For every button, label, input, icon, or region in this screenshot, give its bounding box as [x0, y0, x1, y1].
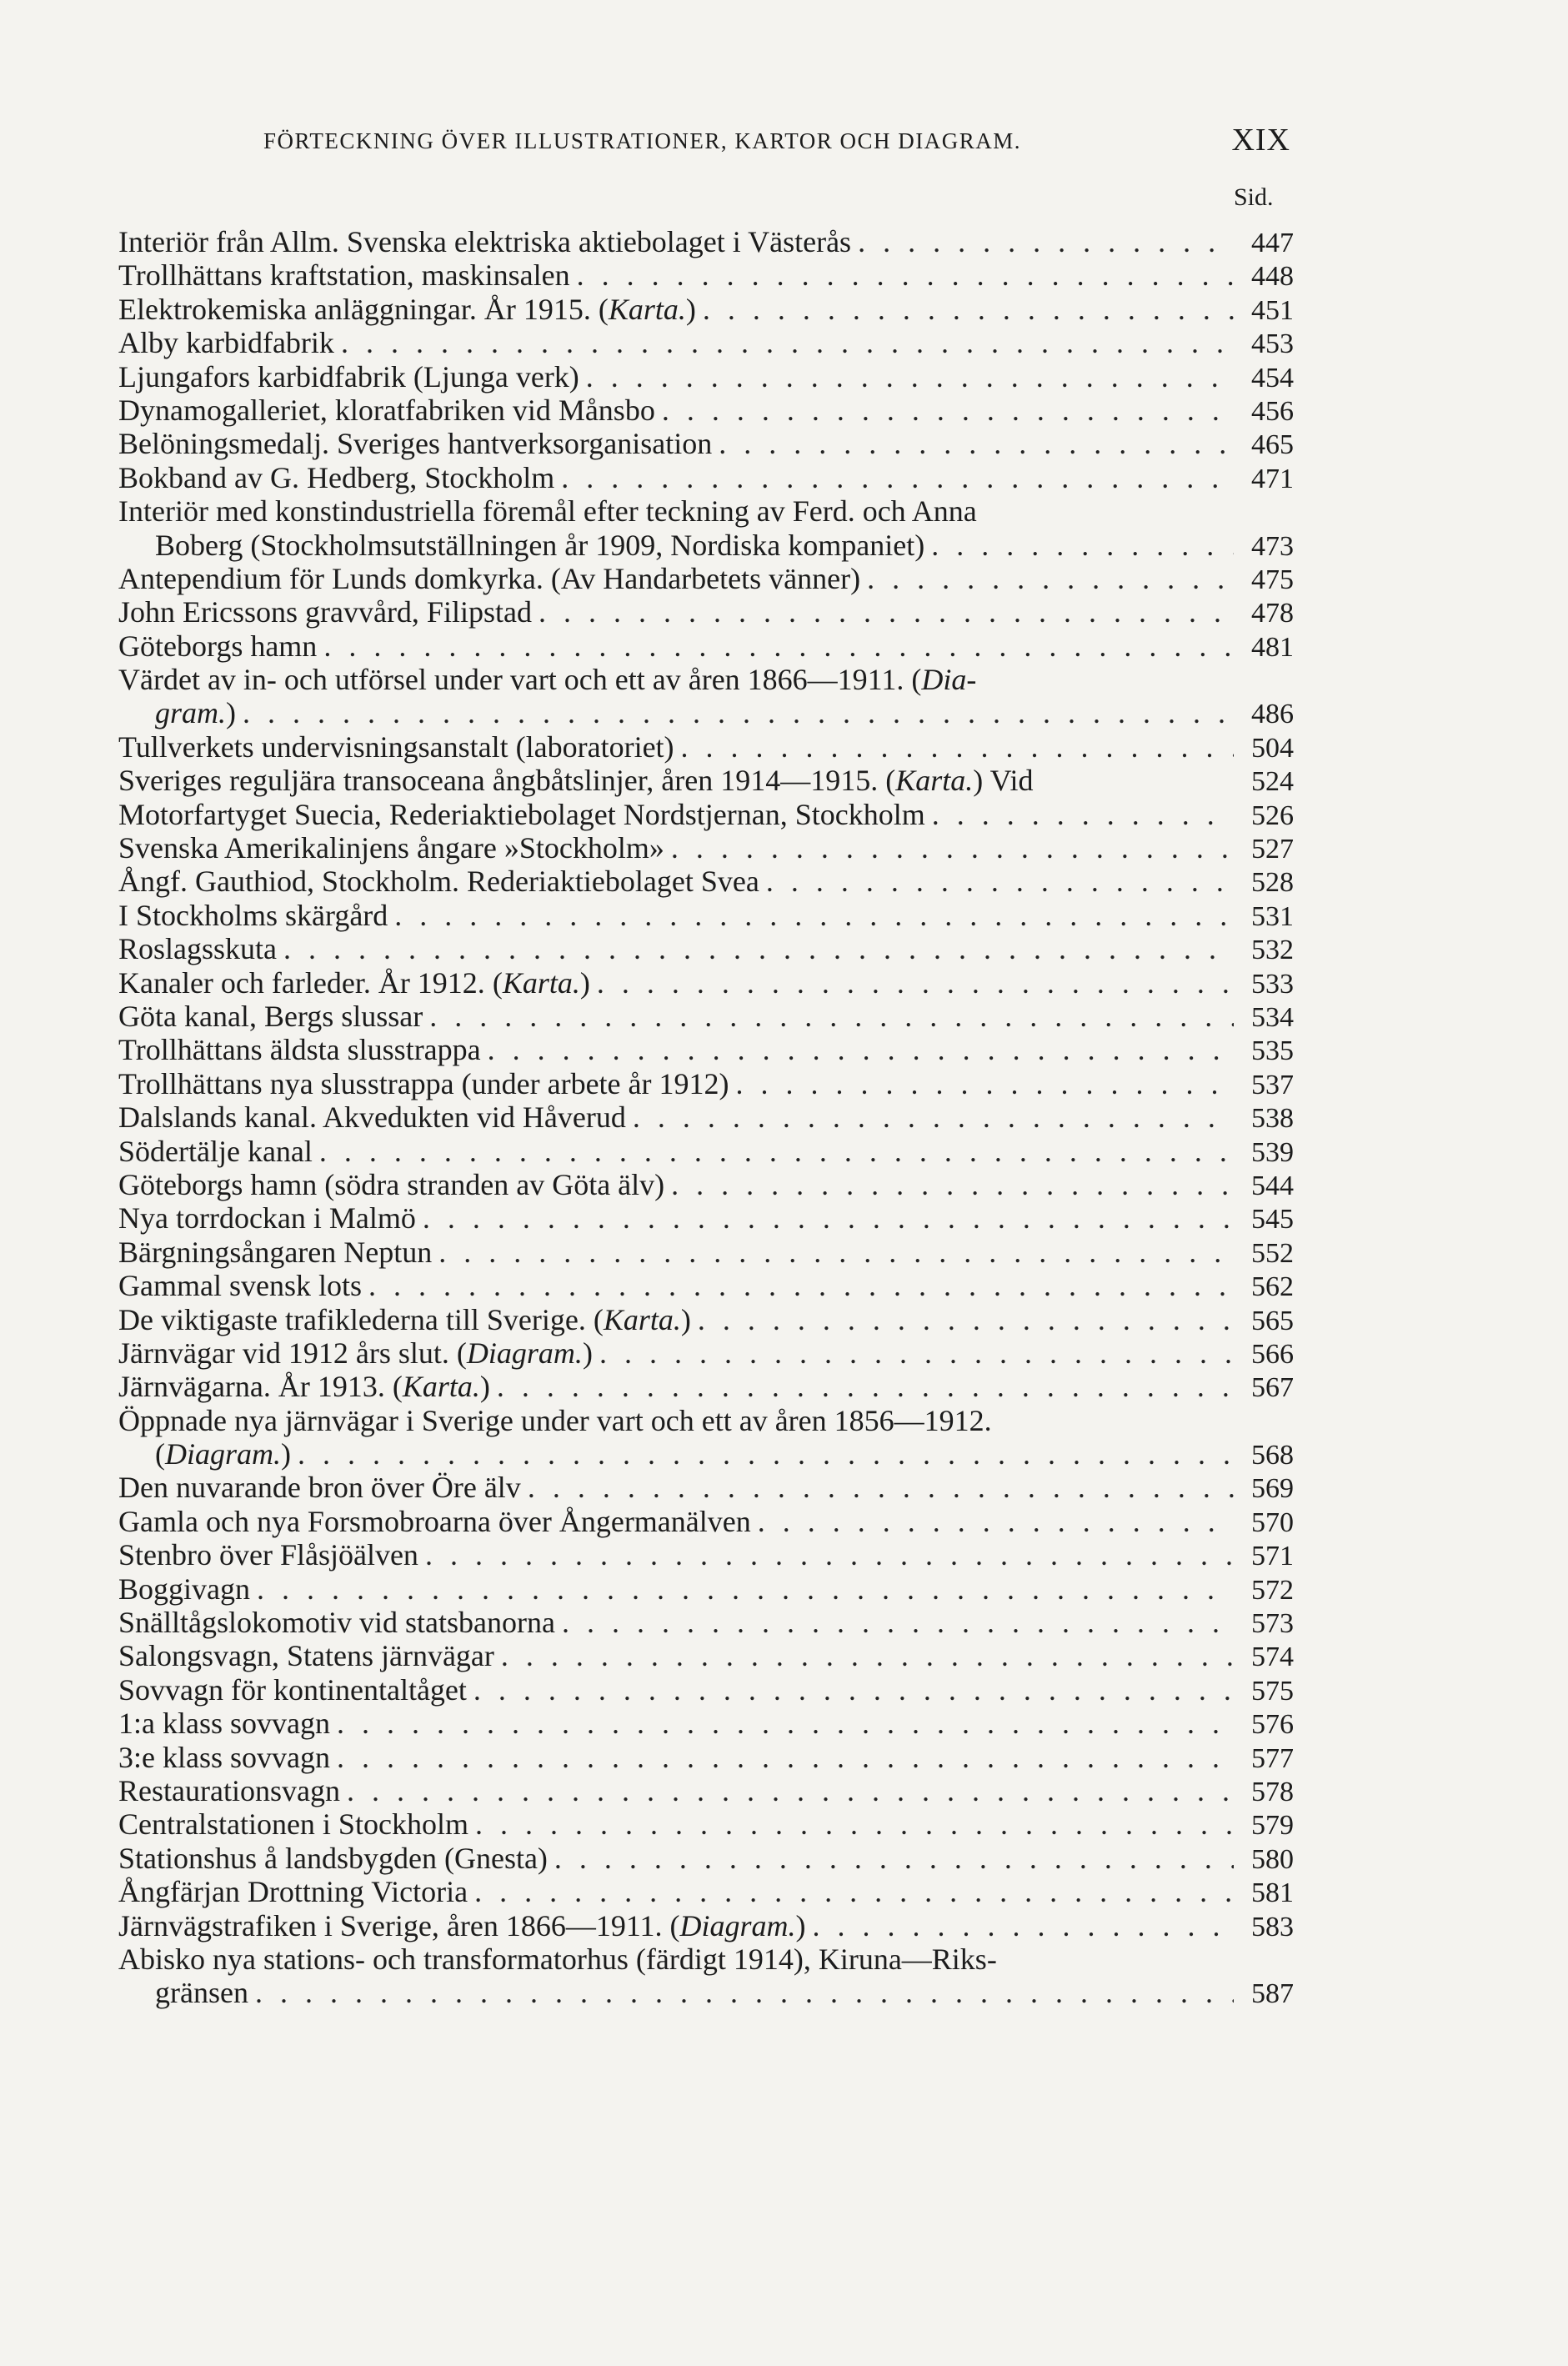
entry-title: Göteborgs hamn (södra stranden av Göta älv) [118, 1167, 665, 1201]
entry-page-number: 562 [1251, 1271, 1294, 1303]
list-item [118, 1000, 1294, 1033]
entry-page-number: 544 [1251, 1170, 1294, 1201]
dot-leader [473, 1673, 1234, 1707]
list-item [118, 1842, 1294, 1875]
list-item [118, 1673, 1294, 1707]
dot-leader [562, 1606, 1234, 1639]
list-item [118, 326, 1294, 359]
entry-title: Abisko nya stations- och transformatorhus (färdigt 1914), Kiruna—Riks- [118, 1942, 997, 1976]
dot-leader [719, 427, 1234, 460]
entry-page-number: 524 [1251, 766, 1294, 798]
entry-page-number: 571 [1251, 1541, 1294, 1572]
entry-page-number: 573 [1251, 1608, 1294, 1640]
list-item [118, 258, 1294, 292]
list-item [118, 1100, 1294, 1134]
list-item [118, 1269, 1294, 1302]
dot-leader [633, 1100, 1234, 1134]
list-item [118, 663, 1294, 696]
list-item-continuation [118, 1976, 1294, 2009]
dot-leader [337, 1741, 1234, 1774]
dot-leader [298, 1437, 1234, 1471]
list-item [118, 1707, 1294, 1740]
dot-leader [528, 1471, 1234, 1504]
entry-title: 3:e klass sovvagn [118, 1740, 330, 1774]
entry-page-number: 577 [1251, 1742, 1294, 1774]
entry-page-number: 552 [1251, 1237, 1294, 1269]
entry-title: Bärgningsångaren Neptun [118, 1235, 433, 1269]
entry-page-number: 533 [1251, 968, 1294, 1000]
entry-page-number: 534 [1251, 1001, 1294, 1033]
list-item [118, 798, 1294, 831]
list-item [118, 393, 1294, 427]
dot-leader [368, 1269, 1234, 1302]
dot-leader [561, 461, 1234, 494]
entry-page-number: 565 [1251, 1305, 1294, 1336]
page-number: XIX [1231, 123, 1290, 158]
entry-title: Trollhättans äldsta slusstrappa [118, 1033, 481, 1067]
dot-leader [858, 225, 1234, 258]
entry-title: Dynamogalleriet, kloratfabriken vid Månsbo [118, 393, 655, 427]
list-item [118, 1201, 1294, 1235]
list-item [118, 1303, 1294, 1336]
entry-page-number: 579 [1251, 1810, 1294, 1842]
entry-title: Gamla och nya Forsmobroarna över Ångermanälven [118, 1504, 751, 1538]
entry-title: I Stockholms skärgård [118, 898, 388, 932]
entry-title: Boberg (Stockholmsutställningen år 1909, Nordiska kompaniet) [155, 528, 925, 562]
entry-page-number: 587 [1251, 1978, 1294, 2010]
dot-leader [932, 798, 1234, 831]
entry-title: Centralstationen i Stockholm [118, 1807, 468, 1842]
dot-leader [577, 258, 1234, 292]
entry-title: Stenbro över Flåsjöälven [118, 1538, 418, 1572]
list-item [118, 1606, 1294, 1639]
entry-title: gränsen [155, 1976, 248, 2010]
list-item [118, 293, 1294, 326]
dot-leader [586, 360, 1234, 393]
entry-title: Salongsvagn, Statens järnvägar [118, 1639, 494, 1673]
list-item [118, 1033, 1294, 1066]
entry-page-number: 539 [1251, 1136, 1294, 1168]
entry-page-number: 581 [1251, 1877, 1294, 1909]
entry-title: Kanaler och farleder. År 1912. (Karta.) [118, 965, 590, 1000]
list-item [118, 865, 1294, 898]
entry-page-number: 538 [1251, 1103, 1294, 1135]
entry-title: Alby karbidfabrik [118, 326, 334, 360]
entry-title: Svenska Amerikalinjens ångare »Stockholm» [118, 831, 664, 865]
dot-leader [429, 1000, 1234, 1033]
entry-page-number: 527 [1251, 834, 1294, 865]
list-item [118, 899, 1294, 932]
entry-page-number: 504 [1251, 732, 1294, 764]
entry-title: Järnvägarna. År 1913. (Karta.) [118, 1370, 490, 1404]
dot-leader [474, 1875, 1234, 1908]
entry-page-number: 531 [1251, 900, 1294, 932]
dot-leader [337, 1707, 1234, 1740]
entry-page-number: 576 [1251, 1709, 1294, 1741]
dot-leader [347, 1774, 1234, 1807]
page-column-label: Sid. [1234, 183, 1274, 211]
list-item-continuation [118, 1437, 1294, 1471]
entry-title: (Diagram.) [155, 1437, 292, 1471]
entry-title: Värdet av in- och utförsel under vart och ett av åren 1866—1911. (Dia- [118, 663, 977, 697]
entry-title: Öppnade nya järnvägar i Sverige under vart och ett av åren 1856—1912. [118, 1403, 992, 1437]
entry-page-number: 532 [1251, 935, 1294, 966]
entry-page-number: 465 [1251, 429, 1294, 461]
list-item [118, 1168, 1294, 1201]
list-item [118, 1471, 1294, 1504]
entry-title: Restaurationsvagn [118, 1773, 340, 1807]
list-item [118, 1875, 1294, 1908]
list-item [118, 1505, 1294, 1538]
entry-title: Ångf. Gauthiod, Stockholm. Rederiaktiebolaget Svea [118, 865, 759, 899]
entry-title: gram.) [155, 696, 237, 730]
entry-page-number: 447 [1251, 228, 1294, 258]
entry-title: Interiör från Allm. Svenska elektriska aktiebolaget i Västerås [118, 225, 852, 258]
entry-title: Sveriges reguljära transoceana ångbåtslinjer, åren 1914—1915. (Karta.) Vid [118, 764, 1034, 798]
entry-title: Trollhättans nya slusstrappa (under arbete år 1912) [118, 1066, 729, 1100]
entry-title: Södertälje kanal [118, 1134, 313, 1168]
entry-page-number: 574 [1251, 1642, 1294, 1673]
list-item-continuation [118, 529, 1294, 562]
entry-page-number: 578 [1251, 1776, 1294, 1807]
entry-title: Göteborgs hamn [118, 629, 318, 663]
dot-leader [319, 1135, 1234, 1168]
list-item [118, 1538, 1294, 1571]
entry-title: Bokband av G. Hedberg, Stockholm [118, 460, 555, 494]
entry-page-number: 486 [1251, 699, 1294, 730]
entry-page-number: 583 [1251, 1911, 1294, 1942]
entry-title: Nya torrdockan i Malmö [118, 1201, 416, 1236]
dot-leader [341, 326, 1234, 359]
entry-title: Stationshus å landsbygden (Gnesta) [118, 1841, 548, 1875]
entry-title: Interiör med konstindustriella föremål efter teckning av Ferd. och Anna [118, 494, 977, 529]
entry-page-number: 471 [1251, 463, 1294, 494]
entry-page-number: 568 [1251, 1440, 1294, 1471]
entry-title: 1:a klass sovvagn [118, 1707, 330, 1741]
page-header [123, 123, 1290, 165]
dot-leader [255, 1976, 1234, 2009]
dot-leader [243, 696, 1234, 729]
dot-leader [501, 1639, 1234, 1672]
list-item [118, 1572, 1294, 1606]
list-item [118, 764, 1294, 797]
entry-page-number: 566 [1251, 1338, 1294, 1370]
dot-leader [554, 1842, 1234, 1875]
entry-page-number: 528 [1251, 867, 1294, 899]
dot-leader [698, 1303, 1234, 1336]
dot-leader [283, 932, 1234, 965]
dot-leader [597, 966, 1234, 1000]
list-item-continuation [118, 696, 1294, 729]
entry-title: Snälltågslokomotiv vid statsbanorna [118, 1606, 555, 1640]
illustration-list [118, 225, 1294, 2010]
dot-leader [257, 1572, 1234, 1606]
entry-title: Ångfärjan Drottning Victoria [118, 1875, 468, 1909]
list-item [118, 1909, 1294, 1942]
entry-page-number: 569 [1251, 1473, 1294, 1505]
list-item [118, 730, 1294, 764]
entry-page-number: 580 [1251, 1843, 1294, 1875]
entry-title: Göta kanal, Bergs slussar [118, 999, 423, 1033]
entry-page-number: 567 [1251, 1372, 1294, 1404]
running-title: FÖRTECKNING ÖVER ILLUSTRATIONER, KARTOR OCH DIAGRAM. [263, 128, 1022, 153]
entry-page-number: 570 [1251, 1506, 1294, 1538]
list-item [118, 1370, 1294, 1403]
list-item [118, 1807, 1294, 1841]
entry-title: Sovvagn för kontinentaltåget [118, 1672, 467, 1707]
dot-leader [425, 1538, 1234, 1571]
dot-leader [475, 1807, 1234, 1841]
entry-page-number: 545 [1251, 1204, 1294, 1236]
list-item [118, 1236, 1294, 1269]
entry-page-number: 572 [1251, 1574, 1294, 1606]
entry-title: Motorfartyget Suecia, Rederiaktiebolaget Nordstjernan, Stockholm [118, 797, 925, 831]
dot-leader [323, 629, 1234, 663]
entry-title: Gammal svensk lots [118, 1269, 362, 1303]
dot-leader [497, 1370, 1234, 1403]
entry-title: Järnvägstrafiken i Sverige, åren 1866—1911. (Diagram.) [118, 1908, 806, 1942]
dot-leader [813, 1909, 1235, 1942]
dot-leader [735, 1067, 1234, 1100]
list-item [118, 831, 1294, 865]
list-item [118, 1774, 1294, 1807]
entry-title: Tullverkets undervisningsanstalt (laboratoriet) [118, 729, 674, 764]
entry-page-number: 448 [1251, 261, 1294, 293]
dot-leader [681, 730, 1234, 764]
dot-leader [599, 1336, 1234, 1370]
entry-page-number: 526 [1251, 800, 1294, 831]
list-item [118, 360, 1294, 393]
list-item [118, 1741, 1294, 1774]
entry-title: Dalslands kanal. Akvedukten vid Håverud [118, 1100, 626, 1135]
entry-title: Elektrokemiska anläggningar. År 1915. (Karta.) [118, 292, 696, 326]
entry-title: Boggivagn [118, 1571, 250, 1606]
list-item [118, 966, 1294, 1000]
list-item [118, 1639, 1294, 1672]
list-item [118, 932, 1294, 965]
entry-page-number: 453 [1251, 328, 1294, 360]
entry-page-number: 575 [1251, 1675, 1294, 1707]
dot-leader [423, 1201, 1234, 1235]
list-item [118, 1404, 1294, 1437]
entry-title: Järnvägar vid 1912 års slut. (Diagram.) [118, 1336, 593, 1370]
list-item [118, 1135, 1294, 1168]
list-item [118, 225, 1294, 258]
list-item [118, 1942, 1294, 1976]
entry-page-number: 454 [1251, 362, 1294, 393]
dot-leader [766, 865, 1234, 898]
list-item [118, 461, 1294, 494]
entry-title: De viktigaste trafiklederna till Sverige. (Karta.) [118, 1302, 691, 1336]
list-item [118, 595, 1294, 629]
dot-leader [703, 293, 1234, 326]
list-item [118, 629, 1294, 663]
entry-title: Den nuvarande bron över Öre älv [118, 1471, 521, 1505]
list-item [118, 1067, 1294, 1100]
list-item [118, 494, 1294, 528]
list-item [118, 562, 1294, 595]
entry-title: Ljungafors karbidfabrik (Ljunga verk) [118, 359, 579, 393]
dot-leader [438, 1236, 1234, 1269]
entry-title: Trollhättans kraftstation, maskinsalen [118, 258, 570, 293]
entry-page-number: 475 [1251, 564, 1294, 595]
dot-leader [671, 831, 1234, 865]
dot-leader [931, 529, 1234, 562]
dot-leader [662, 393, 1234, 427]
entry-page-number: 535 [1251, 1035, 1294, 1067]
entry-page-number: 478 [1251, 598, 1294, 629]
entry-page-number: 481 [1251, 631, 1294, 663]
dot-leader [488, 1033, 1234, 1066]
dot-leader [758, 1505, 1234, 1538]
entry-page-number: 451 [1251, 294, 1294, 326]
dot-leader [671, 1168, 1234, 1201]
entry-title: Roslagsskuta [118, 932, 278, 966]
dot-leader [539, 595, 1234, 629]
list-item [118, 1336, 1294, 1370]
list-item [118, 427, 1294, 460]
entry-page-number: 537 [1251, 1069, 1294, 1100]
dot-leader [394, 899, 1234, 932]
dot-leader [867, 562, 1234, 595]
entry-title: Antependium för Lunds domkyrka. (Av Handarbetets vänner) [118, 561, 861, 595]
entry-page-number: 473 [1251, 530, 1294, 562]
entry-title: Belöningsmedalj. Sveriges hantverksorganisation [118, 427, 713, 461]
entry-page-number: 456 [1251, 395, 1294, 427]
entry-title: John Ericssons gravvård, Filipstad [118, 595, 532, 629]
